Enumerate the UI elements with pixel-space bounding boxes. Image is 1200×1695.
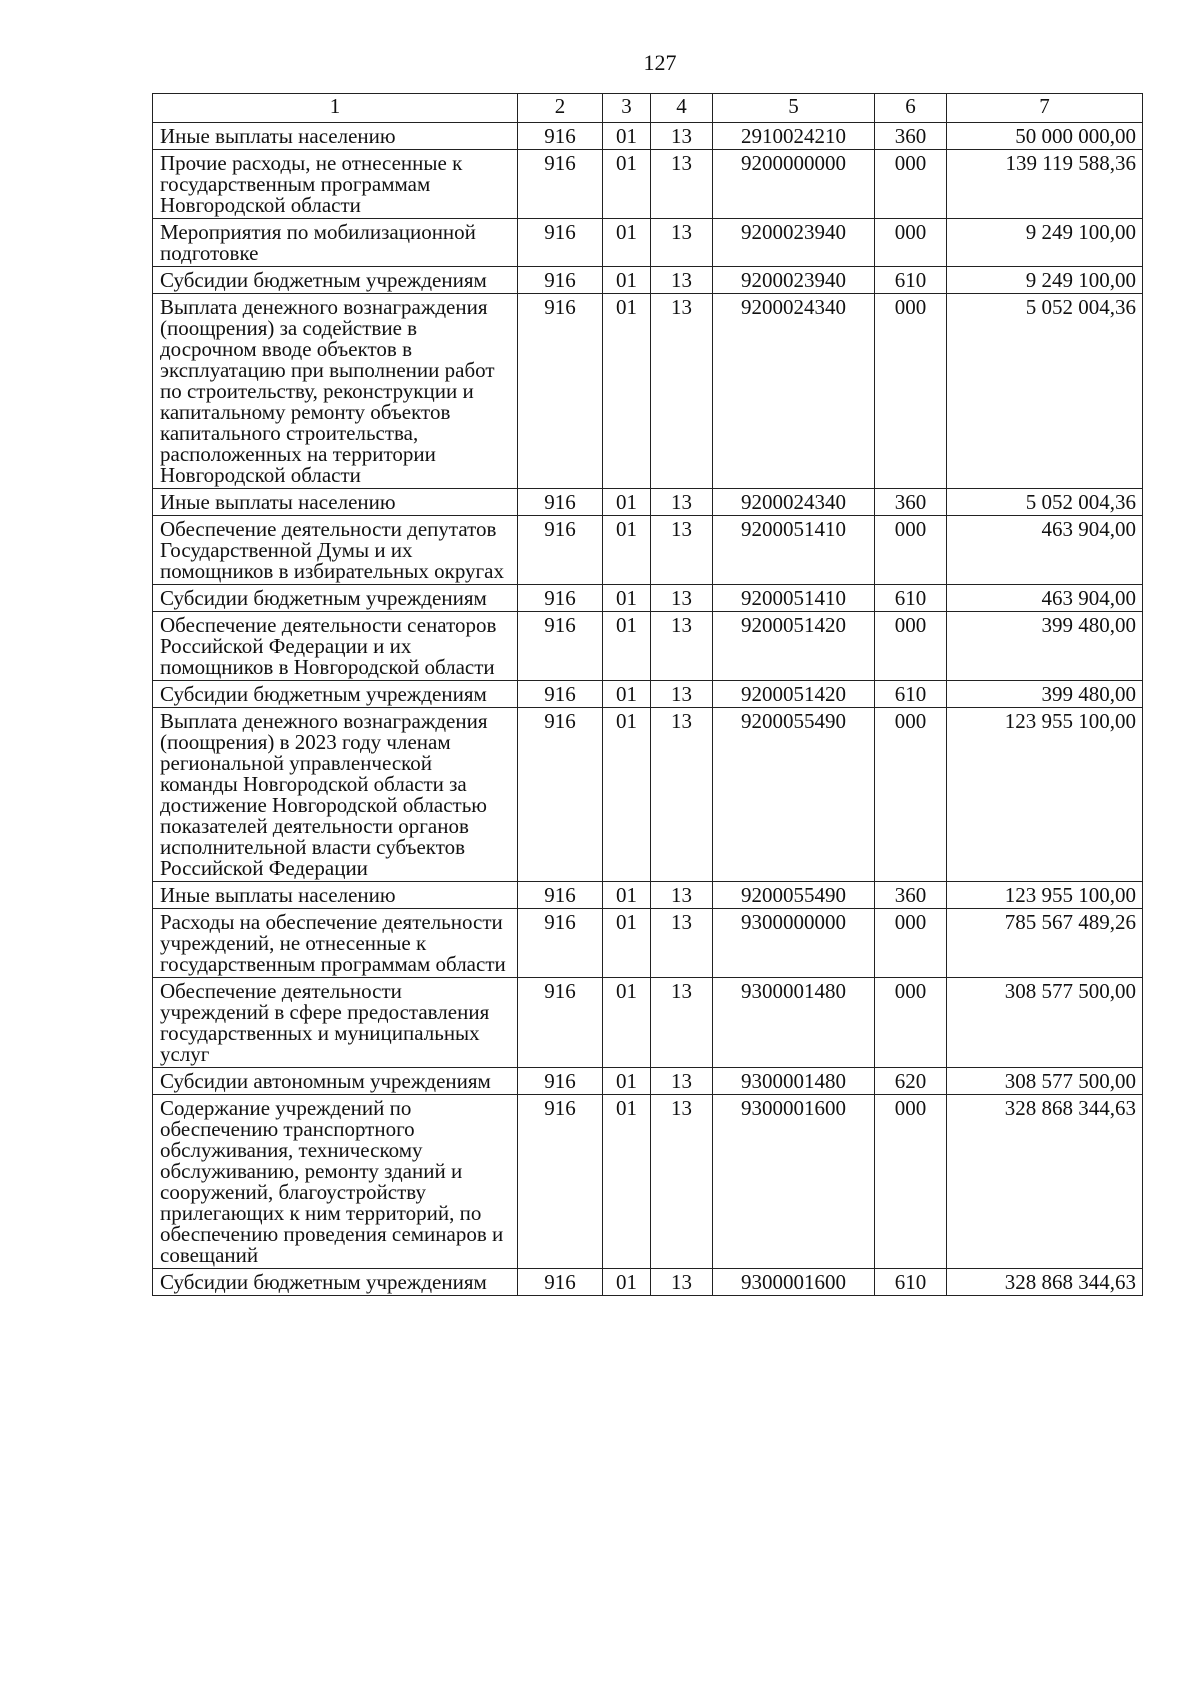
row-code-5-cell: 9200051420 bbox=[713, 681, 875, 708]
row-code-4-cell: 13 bbox=[651, 708, 713, 882]
row-code-5-cell: 9200024340 bbox=[713, 489, 875, 516]
column-header-5: 5 bbox=[713, 94, 875, 123]
row-code-3-cell: 01 bbox=[603, 294, 651, 489]
row-code-2-cell: 916 bbox=[518, 1269, 603, 1296]
row-code-2-cell: 916 bbox=[518, 681, 603, 708]
row-code-5-cell: 9300001480 bbox=[713, 978, 875, 1068]
table-row bbox=[153, 489, 1143, 516]
row-code-2-cell: 916 bbox=[518, 516, 603, 585]
row-code-5-cell: 9300001480 bbox=[713, 1068, 875, 1095]
column-header-2: 2 bbox=[518, 94, 603, 123]
row-code-5-cell: 2910024210 bbox=[713, 123, 875, 150]
row-code-6-cell: 000 bbox=[875, 708, 947, 882]
row-code-2-cell: 916 bbox=[518, 909, 603, 978]
row-code-5-cell: 9200051410 bbox=[713, 516, 875, 585]
row-name-cell: Прочие расходы, не отнесенные к государственным программам Новгородской области bbox=[153, 150, 518, 219]
row-code-3-cell: 01 bbox=[603, 123, 651, 150]
table-row bbox=[153, 585, 1143, 612]
row-code-4-cell: 13 bbox=[651, 294, 713, 489]
row-amount-cell: 328 868 344,63 bbox=[947, 1095, 1143, 1269]
row-amount-cell: 399 480,00 bbox=[947, 612, 1143, 681]
row-name-cell: Субсидии бюджетным учреждениям bbox=[153, 267, 518, 294]
table-row bbox=[153, 978, 1143, 1068]
row-code-6-cell: 000 bbox=[875, 612, 947, 681]
row-code-3-cell: 01 bbox=[603, 681, 651, 708]
row-code-4-cell: 13 bbox=[651, 267, 713, 294]
row-code-2-cell: 916 bbox=[518, 267, 603, 294]
row-name-cell: Выплата денежного вознаграждения (поощрения) в 2023 году членам региональной управленческой команды Новгородской области за достижение Новгородской областью показателей деятельности органов исполнительной власти субъектов Российской Федерации bbox=[153, 708, 518, 882]
row-code-5-cell: 9200000000 bbox=[713, 150, 875, 219]
row-code-2-cell: 916 bbox=[518, 585, 603, 612]
row-amount-cell: 328 868 344,63 bbox=[947, 1269, 1143, 1296]
row-code-6-cell: 000 bbox=[875, 294, 947, 489]
column-header-7: 7 bbox=[947, 94, 1143, 123]
row-amount-cell: 5 052 004,36 bbox=[947, 489, 1143, 516]
row-code-6-cell: 360 bbox=[875, 882, 947, 909]
row-code-6-cell: 360 bbox=[875, 123, 947, 150]
table-row bbox=[153, 294, 1143, 489]
table-row bbox=[153, 1068, 1143, 1095]
row-code-4-cell: 13 bbox=[651, 219, 713, 267]
row-name-cell: Субсидии бюджетным учреждениям bbox=[153, 1269, 518, 1296]
row-amount-cell: 9 249 100,00 bbox=[947, 267, 1143, 294]
row-code-4-cell: 13 bbox=[651, 612, 713, 681]
row-name-cell: Расходы на обеспечение деятельности учреждений, не отнесенные к государственным программам области bbox=[153, 909, 518, 978]
row-code-6-cell: 000 bbox=[875, 909, 947, 978]
row-amount-cell: 9 249 100,00 bbox=[947, 219, 1143, 267]
row-amount-cell: 308 577 500,00 bbox=[947, 1068, 1143, 1095]
row-amount-cell: 308 577 500,00 bbox=[947, 978, 1143, 1068]
row-code-6-cell: 610 bbox=[875, 267, 947, 294]
row-code-3-cell: 01 bbox=[603, 1095, 651, 1269]
page-number: 127 bbox=[643, 50, 677, 75]
row-code-6-cell: 610 bbox=[875, 1269, 947, 1296]
row-code-4-cell: 13 bbox=[651, 978, 713, 1068]
row-name-cell: Иные выплаты населению bbox=[153, 123, 518, 150]
table-row bbox=[153, 612, 1143, 681]
row-code-5-cell: 9300001600 bbox=[713, 1269, 875, 1296]
row-code-4-cell: 13 bbox=[651, 909, 713, 978]
row-code-3-cell: 01 bbox=[603, 267, 651, 294]
row-code-4-cell: 13 bbox=[651, 585, 713, 612]
row-code-3-cell: 01 bbox=[603, 708, 651, 882]
table-row bbox=[153, 516, 1143, 585]
row-code-3-cell: 01 bbox=[603, 882, 651, 909]
row-code-4-cell: 13 bbox=[651, 123, 713, 150]
row-code-5-cell: 9200055490 bbox=[713, 708, 875, 882]
row-code-6-cell: 000 bbox=[875, 219, 947, 267]
row-name-cell: Субсидии бюджетным учреждениям bbox=[153, 681, 518, 708]
row-code-2-cell: 916 bbox=[518, 219, 603, 267]
header-row bbox=[153, 94, 1143, 123]
row-name-cell: Обеспечение деятельности учреждений в сфере предоставления государственных и муниципальных услуг bbox=[153, 978, 518, 1068]
table-row bbox=[153, 267, 1143, 294]
row-name-cell: Иные выплаты населению bbox=[153, 882, 518, 909]
table-row bbox=[153, 708, 1143, 882]
row-code-3-cell: 01 bbox=[603, 1269, 651, 1296]
row-code-3-cell: 01 bbox=[603, 150, 651, 219]
table-body bbox=[153, 123, 1143, 1296]
row-code-5-cell: 9300000000 bbox=[713, 909, 875, 978]
row-code-5-cell: 9200023940 bbox=[713, 219, 875, 267]
row-amount-cell: 123 955 100,00 bbox=[947, 708, 1143, 882]
row-code-4-cell: 13 bbox=[651, 1068, 713, 1095]
row-name-cell: Субсидии бюджетным учреждениям bbox=[153, 585, 518, 612]
row-name-cell: Содержание учреждений по обеспечению транспортного обслуживания, техническому обслуживанию, ремонту зданий и сооружений, благоустройству прилегающих к ним территорий, по обеспечению проведения семинаров и совещаний bbox=[153, 1095, 518, 1269]
row-code-5-cell: 9200023940 bbox=[713, 267, 875, 294]
table-row bbox=[153, 219, 1143, 267]
table-row bbox=[153, 909, 1143, 978]
row-name-cell: Выплата денежного вознаграждения (поощрения) за содействие в досрочном вводе объектов в эксплуатацию при выполнении работ по строительству, реконструкции и капитальному ремонту объектов капитального строительства, расположенных на территории Новгородской области bbox=[153, 294, 518, 489]
row-code-2-cell: 916 bbox=[518, 294, 603, 489]
row-code-2-cell: 916 bbox=[518, 123, 603, 150]
row-code-4-cell: 13 bbox=[651, 516, 713, 585]
row-amount-cell: 785 567 489,26 bbox=[947, 909, 1143, 978]
row-amount-cell: 123 955 100,00 bbox=[947, 882, 1143, 909]
row-amount-cell: 50 000 000,00 bbox=[947, 123, 1143, 150]
row-code-2-cell: 916 bbox=[518, 1095, 603, 1269]
row-name-cell: Обеспечение деятельности депутатов Государственной Думы и их помощников в избирательных округах bbox=[153, 516, 518, 585]
table-row bbox=[153, 882, 1143, 909]
row-code-6-cell: 620 bbox=[875, 1068, 947, 1095]
row-code-6-cell: 000 bbox=[875, 516, 947, 585]
table-row bbox=[153, 1095, 1143, 1269]
table-row bbox=[153, 150, 1143, 219]
row-code-4-cell: 13 bbox=[651, 489, 713, 516]
row-code-2-cell: 916 bbox=[518, 882, 603, 909]
row-code-3-cell: 01 bbox=[603, 489, 651, 516]
row-code-6-cell: 000 bbox=[875, 150, 947, 219]
row-code-4-cell: 13 bbox=[651, 681, 713, 708]
table-row bbox=[153, 1269, 1143, 1296]
row-name-cell: Иные выплаты населению bbox=[153, 489, 518, 516]
row-code-3-cell: 01 bbox=[603, 978, 651, 1068]
row-code-6-cell: 360 bbox=[875, 489, 947, 516]
row-code-3-cell: 01 bbox=[603, 1068, 651, 1095]
column-header-6: 6 bbox=[875, 94, 947, 123]
row-amount-cell: 5 052 004,36 bbox=[947, 294, 1143, 489]
row-code-3-cell: 01 bbox=[603, 516, 651, 585]
row-code-4-cell: 13 bbox=[651, 882, 713, 909]
row-code-5-cell: 9300001600 bbox=[713, 1095, 875, 1269]
row-code-2-cell: 916 bbox=[518, 612, 603, 681]
row-code-6-cell: 000 bbox=[875, 978, 947, 1068]
row-code-2-cell: 916 bbox=[518, 708, 603, 882]
row-name-cell: Мероприятия по мобилизационной подготовке bbox=[153, 219, 518, 267]
row-code-2-cell: 916 bbox=[518, 150, 603, 219]
row-code-3-cell: 01 bbox=[603, 585, 651, 612]
column-header-4: 4 bbox=[651, 94, 713, 123]
row-code-6-cell: 000 bbox=[875, 1095, 947, 1269]
row-code-5-cell: 9200051410 bbox=[713, 585, 875, 612]
column-header-1: 1 bbox=[153, 94, 518, 123]
row-code-4-cell: 13 bbox=[651, 1269, 713, 1296]
row-code-2-cell: 916 bbox=[518, 1068, 603, 1095]
row-code-6-cell: 610 bbox=[875, 585, 947, 612]
row-amount-cell: 139 119 588,36 bbox=[947, 150, 1143, 219]
row-name-cell: Субсидии автономным учреждениям bbox=[153, 1068, 518, 1095]
row-code-2-cell: 916 bbox=[518, 489, 603, 516]
table-row bbox=[153, 123, 1143, 150]
row-code-2-cell: 916 bbox=[518, 978, 603, 1068]
row-code-4-cell: 13 bbox=[651, 150, 713, 219]
table-row bbox=[153, 681, 1143, 708]
row-code-3-cell: 01 bbox=[603, 219, 651, 267]
row-code-4-cell: 13 bbox=[651, 1095, 713, 1269]
row-amount-cell: 399 480,00 bbox=[947, 681, 1143, 708]
budget-table bbox=[152, 93, 1143, 1296]
row-code-3-cell: 01 bbox=[603, 909, 651, 978]
row-code-5-cell: 9200051420 bbox=[713, 612, 875, 681]
row-amount-cell: 463 904,00 bbox=[947, 516, 1143, 585]
column-header-3: 3 bbox=[603, 94, 651, 123]
row-code-5-cell: 9200055490 bbox=[713, 882, 875, 909]
row-name-cell: Обеспечение деятельности сенаторов Российской Федерации и их помощников в Новгородской области bbox=[153, 612, 518, 681]
row-code-6-cell: 610 bbox=[875, 681, 947, 708]
row-code-5-cell: 9200024340 bbox=[713, 294, 875, 489]
row-amount-cell: 463 904,00 bbox=[947, 585, 1143, 612]
row-code-3-cell: 01 bbox=[603, 612, 651, 681]
